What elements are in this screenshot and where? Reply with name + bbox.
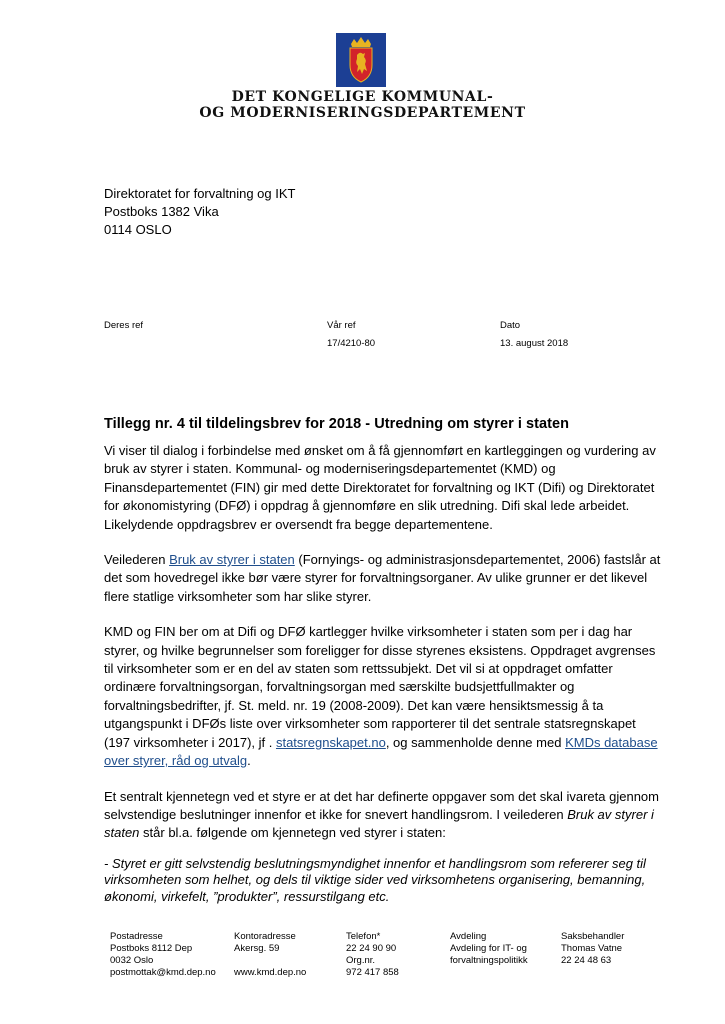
footer-text: Kontoradresse xyxy=(234,931,296,942)
paragraph-1: Vi viser til dialog i forbindelse med ønsket om å få gjennomført en kartleggingen og vurdering av bruk av styrer i staten. Kommunal- og moderniseringsdepartementet (KMD) og Finansdepartementet (FIN) gir med dette Direktoratet for forvaltning og IKT (Difi) og Direktoratet for økonomistyring (DFØ) i oppdrag å gjennomføre en slik utredning. Difi skal lede arbeidet. Likelydende oppdragsbrev er oversendt fra begge departementene. xyxy=(104,443,656,532)
footer-text: Avdeling for IT- og xyxy=(450,943,527,954)
paragraph-3-text-end: . xyxy=(247,753,251,769)
recipient-postcode: 0114 OSLO xyxy=(104,222,172,237)
footer-text: Postadresse xyxy=(110,931,163,942)
guide-title-italic: Bruk av styrer i staten xyxy=(104,806,654,841)
coat-of-arms-logo xyxy=(336,33,386,87)
footer-text: 972 417 858 xyxy=(346,967,399,978)
var-ref-label: Vår ref xyxy=(327,320,356,331)
footer-text: Saksbehandler xyxy=(561,931,625,942)
paragraph-3 xyxy=(104,623,664,770)
quoted-criteria: - Styret er gitt selvstendig beslutningsmyndighet innenfor et handlingsrom som refererer seg til virksomheten som helhet, og dels til viktige sider ved virksomhetens organisering, bemanning, økonomi, virkefelt, ”produkter”, ressurstilgang etc. xyxy=(104,855,646,904)
footer-website: www.kmd.dep.no xyxy=(234,967,307,978)
footer-text: forvaltningspolitikk xyxy=(450,955,528,966)
guide-link[interactable]: Bruk av styrer i staten xyxy=(169,552,295,568)
paragraph-2-text-cont: (Fornyings- og administrasjonsdepartementet, 2006) fastslår at det som hovedregel ikke bør være styrer for forvaltningsorganer. Av ulike grunner er det likevel flere statlige virksomheter som har slike styrer. xyxy=(104,552,661,604)
letter-body xyxy=(104,442,664,922)
recipient-name: Direktoratet for forvaltning og IKT xyxy=(104,186,296,201)
footer-text: 22 24 48 63 xyxy=(561,955,612,966)
statsregnskapet-link[interactable]: statsregnskapet.no xyxy=(275,734,386,750)
paragraph-4 xyxy=(104,788,664,843)
footer-text: Postboks 8112 Dep xyxy=(110,943,193,954)
footer-email: postmottak@kmd.dep.no xyxy=(110,967,216,978)
footer-department xyxy=(450,931,528,967)
footer-text: Thomas Vatne xyxy=(561,943,623,954)
paragraph-3-text-mid: , og sammenholde denne med xyxy=(385,734,566,750)
paragraph-2 xyxy=(104,551,664,606)
date-label: Dato xyxy=(500,320,521,331)
department-name-line2: OG MODERNISERINGSDEPARTEMENT xyxy=(199,105,526,121)
footer-text xyxy=(234,955,306,967)
paragraph-4-text-end: står bl.a. følgende om kjennetegn ved styrer i staten: xyxy=(139,825,446,841)
deres-ref-label: Deres ref xyxy=(104,320,144,331)
footer-text: Org.nr. xyxy=(346,955,376,966)
footer-postal-address xyxy=(110,931,216,979)
department-name-line1: DET KONGELIGE KOMMUNAL- xyxy=(231,89,494,105)
paragraph-2-text: Veilederen xyxy=(104,552,170,568)
recipient-address xyxy=(104,185,295,239)
var-ref-value: 17/4210-80 xyxy=(327,338,376,349)
footer-text: 22 24 90 90 xyxy=(346,943,397,954)
footer-text: Telefon* xyxy=(346,931,381,942)
footer-case-officer xyxy=(561,931,624,967)
footer-text: 0032 Oslo xyxy=(110,955,154,966)
paragraph-3-text: KMD og FIN ber om at Difi og DFØ kartlegger hvilke virksomheter i staten som per i dag har styrer, og hvilke begrunnelser som foreligger for disse styrenes eksistens. Oppdraget avgrenses til virksomheter som er en del av staten som rettssubjekt. Det vil si at oppdraget omfatter ordinære forvaltningsorgan, forvaltningsorgan med særskilte budsjettfullmakter og forvaltningsbedrifter, jf. St. meld. nr. 19 (2008-2009). Det kan være hensiktsmessig å ta utgangspunkt i DFØs liste over virksomheter som rapporterer til det sentrale statsregnskapet (197 virksomheter i 2017), jf . xyxy=(104,624,656,750)
letter-title: Tillegg nr. 4 til tildelingsbrev for 2018 - Utredning om styrer i staten xyxy=(104,416,570,432)
footer-text: Avdeling xyxy=(450,931,487,942)
recipient-postbox: Postboks 1382 Vika xyxy=(104,204,219,219)
paragraph-4-text: Et sentralt kjennetegn ved et styre er at det har definerte oppgaver som det skal ivareta gjennom selvstendige beslutninger innenfor et ikke for snevert handlingsrom. I veilederen xyxy=(104,788,659,822)
footer-phone xyxy=(346,931,399,979)
date-value: 13. august 2018 xyxy=(500,338,569,349)
footer-office-address xyxy=(234,931,306,979)
footer-text: Akersg. 59 xyxy=(234,943,280,954)
kmd-database-link[interactable]: KMDs database over styrer, råd og utvalg xyxy=(104,734,658,769)
